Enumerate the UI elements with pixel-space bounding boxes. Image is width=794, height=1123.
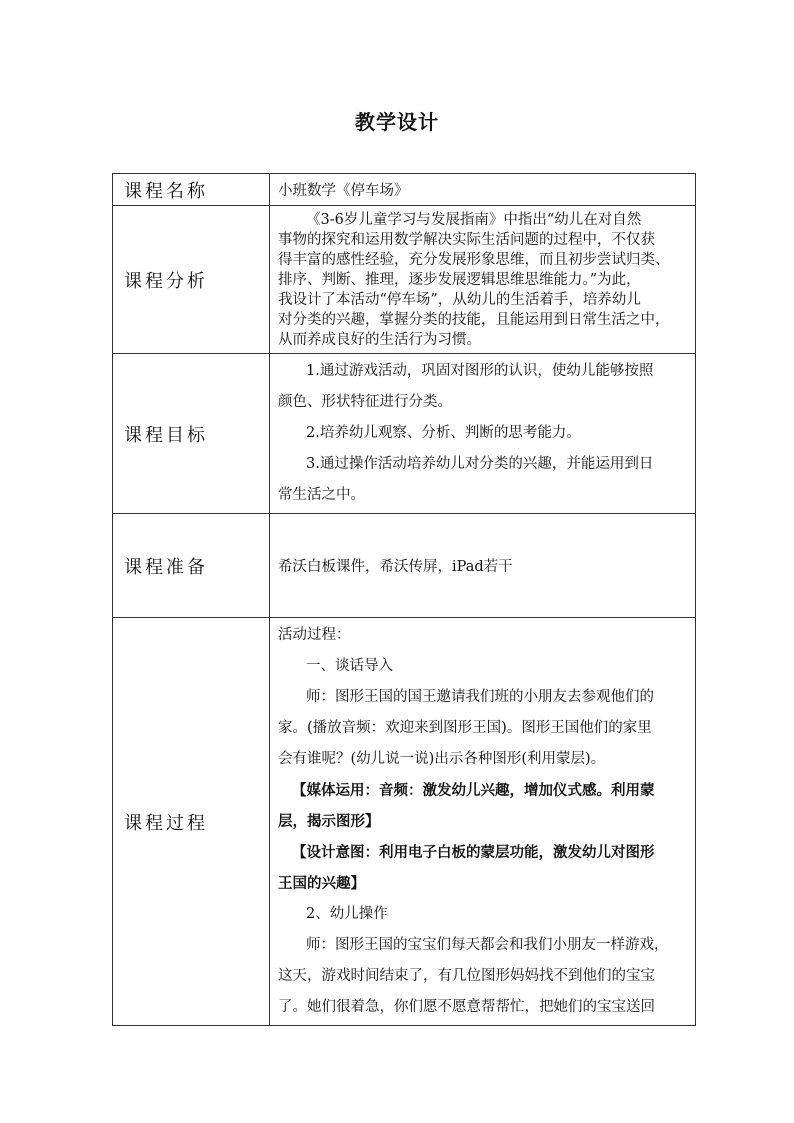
goal-line: 1.通过游戏活动，巩固对图形的认识，使幼儿能够按照 — [306, 363, 654, 379]
analysis-line: 事物的探究和运用数学解决实际生活问题的过程中，不仅获 — [278, 231, 655, 248]
process-line: 家。(播放音频：欢迎来到图形王国)。图形王国他们的家里 — [278, 720, 652, 736]
process-line: 层，揭示图形】 — [278, 813, 380, 830]
label-course-name: 课程名称 — [113, 174, 270, 206]
label-course-goals: 课程目标 — [113, 354, 270, 514]
row-course-process — [113, 618, 696, 1026]
value-course-process — [270, 618, 696, 1026]
analysis-line: 排序、判断、推理，逐步发展逻辑思维思维能力。”为此， — [278, 271, 641, 288]
value-course-prep: 希沃白板课件，希沃传屏，iPad若干 — [270, 514, 696, 618]
analysis-line: 得丰富的感性经验，充分发展形象思维，而且初步尝试归类、 — [278, 251, 670, 268]
lesson-design-table — [112, 173, 696, 1026]
page-title: 教学设计 — [355, 110, 439, 134]
process-line: 了。她们很着急，你们愿不愿意帮帮忙，把她们的宝宝送回 — [278, 999, 655, 1015]
process-line: 活动过程： — [278, 627, 351, 643]
row-course-name — [113, 174, 696, 206]
process-line: 【媒体运用：音频：激发幼儿兴趣，增加仪式感。利用蒙 — [292, 782, 655, 799]
process-line: 这天，游戏时间结束了，有几位图形妈妈找不到他们的宝宝 — [278, 968, 655, 984]
row-course-goals — [113, 354, 696, 514]
goal-line: 常生活之中。 — [278, 487, 365, 503]
goal-line: 3.通过操作活动培养幼儿对分类的兴趣，并能运用到日 — [306, 456, 654, 472]
label-course-prep: 课程准备 — [113, 514, 270, 618]
analysis-line: 《3-6岁儿童学习与发展指南》中指出“幼儿在对自然 — [306, 211, 642, 228]
analysis-line: 从而养成良好的生活行为习惯。 — [278, 331, 481, 348]
goal-line: 颜色、形状特征进行分类。 — [278, 394, 452, 410]
goal-line: 2.培养幼儿观察、分析、判断的思考能力。 — [306, 425, 581, 441]
analysis-line: 我设计了本活动“停车场”，从幼儿的生活着手，培养幼儿 — [278, 291, 641, 308]
row-course-analysis — [113, 206, 696, 354]
value-course-name: 小班数学《停车场》 — [270, 174, 696, 206]
value-course-analysis — [270, 206, 696, 354]
process-line: 2、幼儿操作 — [306, 906, 388, 922]
label-course-process: 课程过程 — [113, 618, 270, 1026]
analysis-line: 对分类的兴趣，掌握分类的技能，且能运用到日常生活之中， — [278, 311, 670, 328]
value-course-goals — [270, 354, 696, 514]
process-line: 师：图形王国的国王邀请我们班的小朋友去参观他们的 — [306, 689, 654, 705]
process-line: 会有谁呢？(幼儿说一说)出示各种图形(利用蒙层)。 — [278, 751, 606, 767]
process-line: 王国的兴趣】 — [278, 875, 365, 892]
label-course-analysis: 课程分析 — [113, 206, 270, 354]
row-course-prep — [113, 514, 696, 618]
process-line: 师：图形王国的宝宝们每天都会和我们小朋友一样游戏， — [306, 937, 669, 953]
process-line: 一、谈话导入 — [306, 658, 393, 674]
process-line: 【设计意图：利用电子白板的蒙层功能，激发幼儿对图形 — [292, 844, 655, 861]
